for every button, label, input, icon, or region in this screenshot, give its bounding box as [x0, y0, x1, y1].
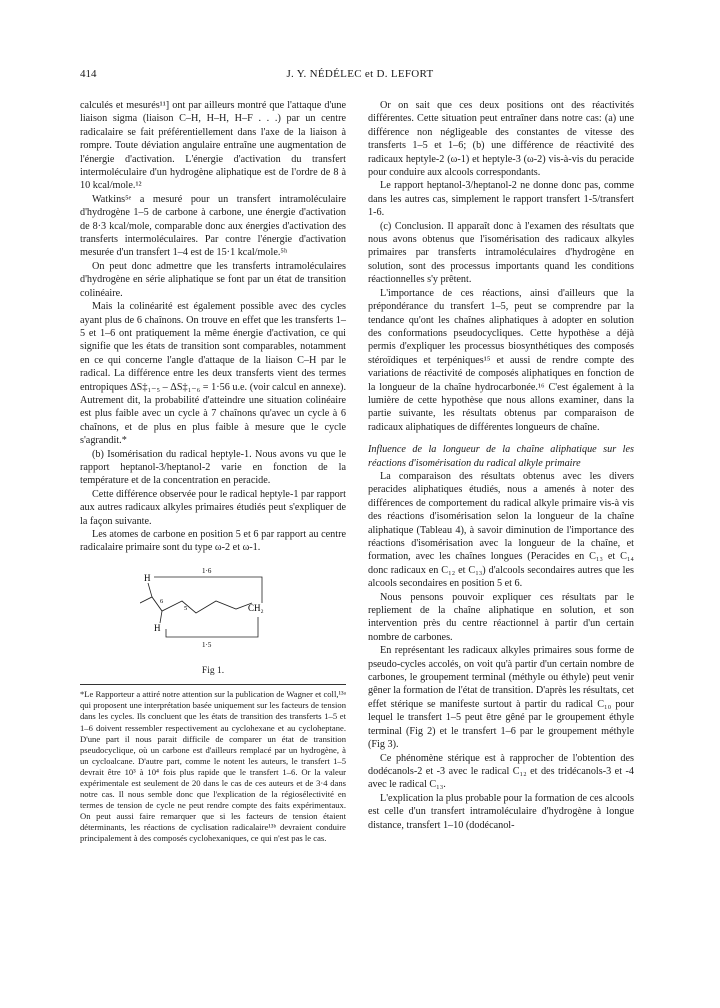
left-column — [80, 99, 346, 845]
paragraph: Or on sait que ces deux positions ont des réactivités différentes. Cette situation peut entraîner dans notre cas: (a) une différence non négligeable des constantes de vitesse des transferts 1–5 et 1–6; (b) une différence de réactivité des radicaux heptyle-2 (ω-1) et heptyle-3 (ω-2) vis-à-vis du peracide pour conduire aux alcools correspondants. — [368, 100, 634, 179]
arrow-label-1-6: 1·6 — [202, 566, 212, 575]
footnote-text: *Le Rapporteur a attiré notre attention sur la publication de Wagner et coll,¹³ᵃ qui proposent une interprétation basée uniquement sur les facteurs de tension dans les cycles. Ils concluent que les états de transition des transferts 1–5 et 1–6 doivent ressembler respectivement au cyclohexane et au cycloheptane. D'une part il nous parait difficile de comparer un état de transition pseudocyclique, où un carbone est d'ailleurs remplacé par un hydrogène, à un cycloalcane. D'autre part, comme le notent les auteurs, le transfert 1–5 devrait être 10³ à 10⁴ fois plus rapide que le transfert 1–6. Or la valeur expérimentale est seulement de 20 dans le cas de ces auteurs et de 3·4 dans notre cas. Il nous semble donc que l'explication de la régiosélectivité en termes de tension de cycle ne peut rendre compte des faits expérimentaux. On peut aussi faire remarquer que si les facteurs de tension étaient déterminants, les réactions de cyclisation radicalaire¹³ᵇ devraient conduire principalement à des composés cyclohexaniques, ce qui n'est pas le cas. — [80, 689, 346, 844]
hydrogen-top-label: H — [144, 572, 151, 583]
paragraph: calculés et mesurés¹¹] ont par ailleurs montré que l'attaque d'une liaison sigma (liaison C–H, H–H, H–F . . .) par un centre radicalaire se fait préférentiellement dans l'axe de la liaison à rompre. Toute déviation angulaire entraîne une augmentation de l'énergie d'activation. L'énergie d'activation du transfert intermoléculaire d'un hydrogène aliphatique est de l'ordre de 8 à 10 kcal/mole.¹² — [80, 100, 346, 192]
carbon-5-label: 5 — [184, 604, 188, 612]
paragraph: (b) Isomérisation du radical heptyle-1. Nous avons vu que le rapport heptanol-3/heptanol-2 varie en fonction de la température et de la concentration en peracide. — [80, 448, 346, 487]
right-column — [368, 99, 634, 832]
paragraph: Ce phénomène stérique est à rapprocher de l'obtention des dodécanols-2 et -3 avec le radical C₁₂ et des tridécanols-3 et -4 avec le radical C₁₃. — [368, 752, 634, 791]
paragraph: L'importance de ces réactions, ainsi d'ailleurs que la prépondérance du transfert 1–5, peut se comprendre par la tendance qu'ont les chaînes aliphatiques à adopter en solution des conformations pseudocycliques. Cette hypothèse a déjà permis d'expliquer les processus biosynthétiques des composés stéroïdiques et terpéniques¹⁵ et aussi de rendre compte des variations de réactivité de composés aliphatiques en fonction de la longueur de la chaîne hydrocarbonée.¹⁶ C'est également à la lumière de cette hypothèse que nous allons examiner, dans la partie suivante, les résultats obtenus par comparaison de radicaux aliphatiques de différentes longueurs de chaîne. — [368, 287, 634, 433]
paragraph: La comparaison des résultats obtenus avec les divers peracides aliphatiques étudiés, nous a amenés à noter des différences de comportement du radical alkyle primaire vis-à vis des réactions d'isomérisation selon la longueur de la chaîne aliphatique (Tableau 4), à savoir diminution de l'importance des réactions d'isomérisation avec la longueur de la chaîne, et formation, avec les chaînes longues (Peracides en C₁₃ et C₁₄ donc radicaux en C₁₂ et C₁₃) d'alcools secondaires autres que les alcools secondaires en position 5 et 6. — [368, 470, 634, 590]
paragraph: Cette différence observée pour le radical heptyle-1 par rapport aux autres radicaux alkyles primaires étudiés peut s'expliquer de la façon suivante. — [80, 488, 346, 527]
carbon-6-label: 6 — [160, 597, 164, 605]
page-number: 414 — [80, 68, 97, 80]
figure-caption: Fig 1. — [201, 665, 225, 676]
paragraph: Nous pensons pouvoir expliquer ces résultats par le repliement de la chaîne aliphatique en solution, et son intervention près du centre réactionnel à partir d'un certain nombre de carbones. — [368, 591, 634, 643]
paragraph: Watkins⁵ᵉ a mesuré pour un transfert intramoléculaire d'hydrogène 1–5 de carbone à carbone, une énergie d'activation de 8·3 kcal/mole, comparable donc aux énergies d'activation des transferts intermoléculaires. Par contre l'énergie d'activation mesurée d'un transfert 1–4 est de 15·1 kcal/mole.⁵ʰ — [80, 193, 346, 259]
chemical-structure-diagram — [140, 563, 290, 659]
bond-h-c5 — [160, 611, 162, 623]
paragraph: En représentant les radicaux alkyles primaires sous forme de pseudo-cycles accolés, on voit qu'à partir d'un certain nombre de carbones, le groupement terminal (méthyle ou éthyle) peut venir gêner la formation de l'état de transition. D'après les résultats, cet effet stérique se manifeste surtout à partir du radical C₁₀ pour lequel le transfert 1–5 peut être gêné par le groupement éthyle terminal (Fig 2) et le transfert 1–6 par le groupement méthyle (Fig 3). — [368, 645, 634, 751]
paragraph: Les atomes de carbone en position 5 et 6 par rapport au centre radicalaire primaire sont du type ω-2 et ω-1. — [80, 529, 346, 554]
footnote — [80, 689, 346, 844]
page-header — [80, 68, 640, 84]
carbon-chain — [140, 597, 252, 613]
arrow-label-1-5: 1·5 — [202, 640, 212, 649]
hydrogen-bottom-label: H — [154, 622, 161, 633]
section-heading: Influence de la longueur de la chaîne aliphatique sur les réactions d'isomérisation du radical alkyle primaire — [368, 444, 634, 469]
paragraph: (c) Conclusion. Il apparaît donc à l'examen des résultats que nous avons obtenus que l'isomérisation des radicaux alkyles primaires par transferts intramoléculaires d'hydrogène en solution, sont des processus importants quand les conditions réactionnelles s'y prêtent. — [368, 220, 634, 286]
running-head: J. Y. NÉDÉLEC et D. LEFORT — [286, 68, 434, 80]
paragraph: L'explication la plus probable pour la formation de ces alcools est celle d'un transfert intramoléculaire d'hydrogène à longue distance, transfert 1–10 (dodécanol- — [368, 792, 634, 831]
footnote-divider — [80, 684, 346, 685]
paragraph: Le rapport heptanol-3/heptanol-2 ne donne donc pas, comme dans les autres cas, simplement le rapport transfert 1-5/transfert 1-6. — [368, 180, 634, 219]
arrow-1-6 — [154, 577, 262, 603]
paragraph: On peut donc admettre que les transferts intramoléculaires d'hydrogène en série aliphatique se font par un état de transition colinéaire. — [80, 260, 346, 299]
arrow-1-5 — [166, 617, 258, 637]
bond-h-c6 — [148, 583, 152, 597]
paragraph: Mais la colinéarité est également possible avec des cycles ayant plus de 6 chaînons. On trouve en effet que les transferts 1–5 et 1–6 ont pratiquement la même énergie d'activation, ce qui signifie que les états de transition sont comparables, notamment en ce qui concerne l'angle d'attaque de la liaison C–H par le radical. La différence entre les deux transferts vient des termes entropiques ΔS‡₁₋₅ – ΔS‡₁₋₆ = 1·56 u.e. (voir calcul en annexe). Autrement dit, la probabilité d'atteindre une situation colinéaire est plus faible avec un cycle à 7 chaînons qu'avec un cycle à 6 chaînons, et de plus en plus faible à mesure que le cycle s'agrandit.* — [80, 301, 346, 447]
ch2-radical-label: CH₂ — [248, 602, 264, 613]
figure-1 — [80, 563, 346, 659]
